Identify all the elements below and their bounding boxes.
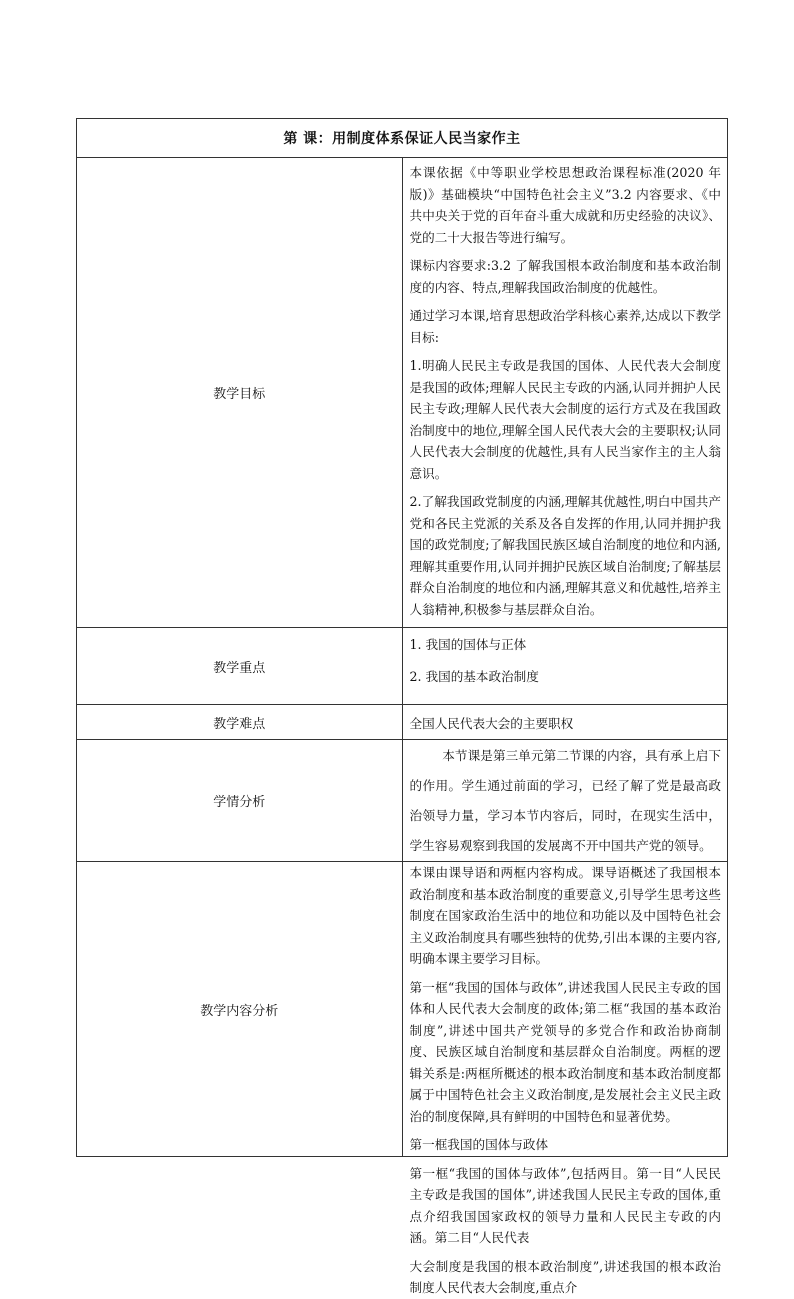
- table-row-difficulty: [77, 705, 728, 740]
- content-paragraph: 第一框“我国的国体与政体”,讲述我国人民民主专政的国体和人民代表大会制度的政体;第二框“我国的基本政治制度”,讲述中国共产党领导的多党合作和政治协商制度、民族区域自治制度和基层群众自治制度。两框的逻辑关系是:两框所概述的根本政治制度和基本政治制度都属于中国特色社会主义政治制度,是发展社会主义民主政治的制度保障,具有鲜明的中国特色和显著优势。: [409, 979, 721, 1124]
- content-paragraph: 第一框“我国的国体与政体”,包括两目。第一目“人民民主专政是我国的国体”,讲述我国人民民主专政的国体,重点介绍我国国家政权的领导力量和人民民主专政的内涵。第二目“人民代表: [409, 1165, 721, 1245]
- table-row-goals: [77, 158, 728, 628]
- goals-paragraph: 本课依据《中等职业学校思想政治课程标准(2020 年版)》基础模块“中国特色社会主义”3.2 内容要求、《中共中央关于党的百年奋斗重大成就和历史经验的决议》、党的二十大报告等进行编写。: [409, 165, 721, 245]
- lesson-title: 第 课：用制度体系保证人民当家作主: [77, 119, 728, 158]
- row-label-key-points: 教学重点: [77, 628, 403, 705]
- row-label-content: 教学内容分析: [77, 862, 403, 1157]
- key-points-content: [402, 628, 728, 705]
- table-row-key-points: [77, 628, 728, 705]
- student-paragraph: 本节课是第三单元第二节课的内容，具有承上启下的作用。学生通过前面的学习，已经了解了党是最高政治领导力量，学习本节内容后，同时，在现实生活中，学生容易观察到我国的发展离不开中国共产党的领导。: [409, 748, 721, 853]
- table-row-content: [77, 862, 728, 1157]
- content-analysis: [402, 862, 728, 1295]
- table-row-student: [77, 740, 728, 862]
- goals-paragraph: 1.明确人民民主专政是我国的国体、人民代表大会制度是我国的政体;理解人民民主专政的内涵,认同并拥护人民民主专政;理解人民代表大会制度的运行方式及在我国政治制度中的地位,理解全国人民代表大会的主要职权;认同人民代表大会制度的优越性,具有人民当家作主的主人翁意识。: [409, 358, 721, 481]
- row-label-goals: 教学目标: [77, 158, 403, 628]
- goals-paragraph: 通过学习本课,培育思想政治学科核心素养,达成以下教学目标:: [409, 308, 721, 345]
- key-point-item: 1. 我国的国体与正体: [409, 637, 527, 652]
- row-label-difficulty: 教学难点: [77, 705, 403, 740]
- goals-paragraph: 2.了解我国政党制度的内涵,理解其优越性,明白中国共产党和各民主党派的关系及各自发挥的作用,认同并拥护我国的政党制度;了解我国民族区域自治制度的地位和内涵,理解其重要作用,认同并拥护民族区域自治制度;了解基层群众自治制度的地位和内涵,理解其意义和优越性,培养主人翁精神,积极参与基层群众自治。: [409, 494, 721, 617]
- goals-content: [402, 158, 728, 628]
- lesson-plan-table: [76, 118, 728, 1295]
- student-content: [402, 740, 728, 862]
- content-analysis-clip: [409, 862, 722, 1295]
- content-paragraph: 第一框我国的国体与政体: [409, 1137, 549, 1152]
- difficulty-content: 全国人民代表大会的主要职权: [402, 705, 728, 740]
- content-paragraph: 本课由课导语和两框内容构成。课导语概述了我国根本政治制度和基本政治制度的重要意义,引导学生思考这些制度在国家政治生活中的地位和功能以及中国特色社会主义政治制度具有哪些独特的优势,引出本课的主要内容,明确本课主要学习目标。: [409, 865, 721, 966]
- content-paragraph: 大会制度是我国的根本政治制度”,讲述我国的根本政治制度人民代表大会制度,重点介: [409, 1258, 721, 1295]
- goals-paragraph: 课标内容要求:3.2 了解我国根本政治制度和基本政治制度的内容、特点,理解我国政治制度的优越性。: [409, 258, 721, 295]
- key-point-item: 2. 我国的基本政治制度: [409, 668, 539, 684]
- row-label-student: 学情分析: [77, 740, 403, 862]
